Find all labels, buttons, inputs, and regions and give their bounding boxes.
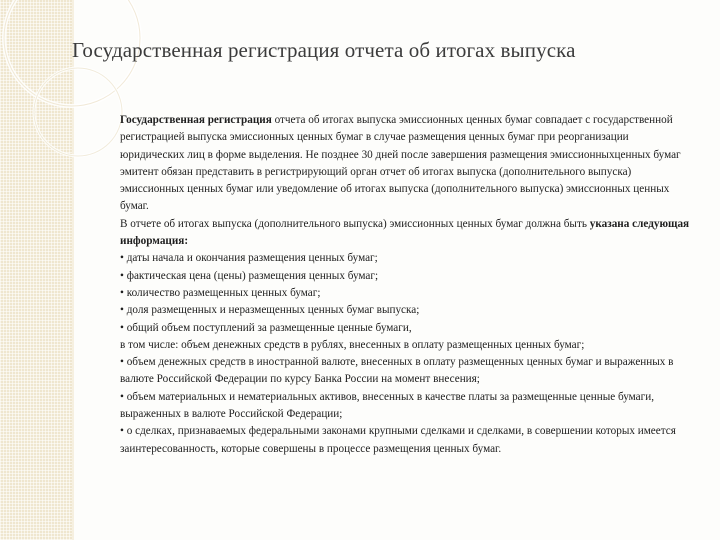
list-item: • объем денежных средств в иностранной валюте, внесенных в оплату размещенных ценных бумаг и выраженных в валюте Российской Федерации по курсу Банка России на момент внесения; [120,356,674,386]
list-item: • фактическая цена (цены) размещения ценных бумаг; [120,269,379,282]
list-item: • количество размещенных ценных бумаг; [120,286,321,299]
list-item: • объем материальных и нематериальных активов, внесенных в качестве платы за размещенные ценные бумаги, выраженных в валюте Российской Федерации; [120,390,655,421]
list-item: • даты начала и окончания размещения ценных бумаг; [120,252,378,265]
slide-title: Государственная регистрация отчета об итогах выпуска [72,38,576,62]
list-item: • доля размещенных и неразмещенных ценных бумаг выпуска; [120,304,420,317]
paragraph-text: В отчете об итогах выпуска (дополнительного выпуска) эмиссионных ценных бумаг должна быть [120,217,590,230]
paragraph-text: отчета об итогах выпуска эмиссионных ценных бумаг совпадает с государственной регистрацией выпуска эмиссионных ценных бумаг в случае размещения ценных бумаг при реорганизации юридических лиц в форме выделения. Не позднее 30 дней после завершения размещения эмиссионныхценных бумаг эмитент обязан представить в регистрирующий орган отчет об итогах выпуска (дополнительного выпуска) эмиссионных ценных бумаг или уведомление об итогах выпуска (дополнительного выпуска) эмиссионных ценных бумаг. [120,114,681,213]
list-item: в том числе: объем денежных средств в рублях, внесенных в оплату размещенных ценных бумаг; [120,338,585,351]
slide-body [120,112,692,458]
list-item: • о сделках, признаваемых федеральными законами крупными сделками и сделками, в совершении которых имеется заинтересованность, которые совершены в процессе размещения ценных бумаг. [120,425,676,455]
paragraph-lead-bold: Государственная регистрация [120,114,272,126]
paragraph-registration [120,112,692,216]
paragraph-report-info [120,216,692,251]
list-item: • общий объем поступлений за размещенные ценные бумаги, [120,321,412,334]
paragraph-bold-text: указана следующая информация: [120,217,690,248]
